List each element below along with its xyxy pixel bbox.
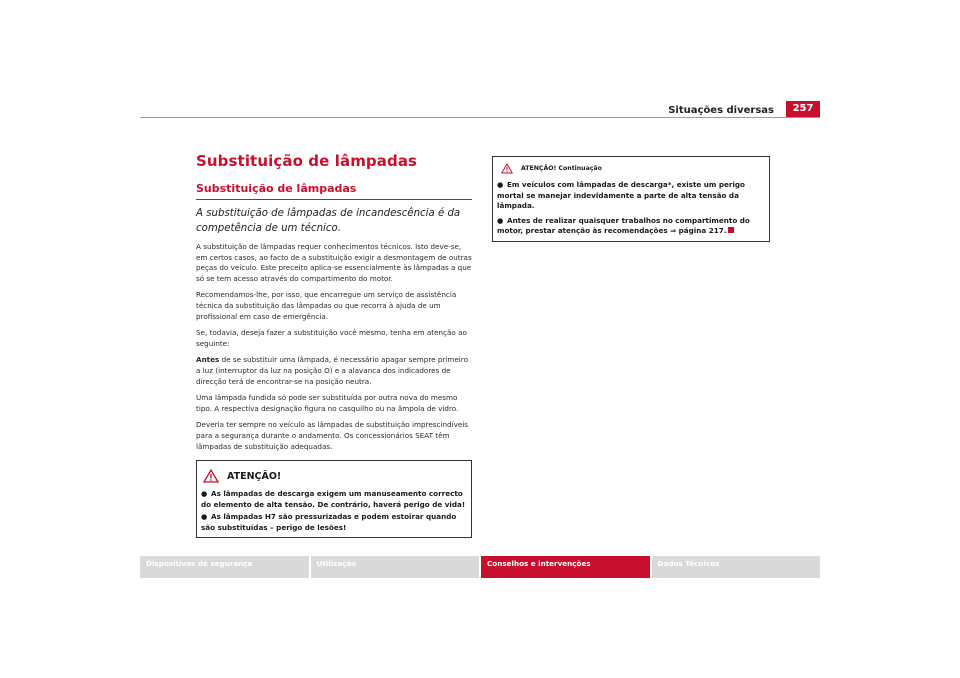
continuation-item-text: Em veículos com lâmpadas de descarga*, existe um perigo mortal se manejar indevidamente a parte de alta tensão da lâmpada. [497,180,745,211]
warning-item [201,489,467,510]
warning-item-text: As lâmpadas H7 são pressurizadas e podem estoirar quando são substituídas – perigo de lesões! [201,512,457,532]
warning-triangle-icon [203,469,219,483]
tab-dados-tecnicos[interactable]: Dados Técnicos [652,556,821,578]
section-title: Situações diversas [668,105,774,116]
footer-nav [140,556,820,578]
warning-box [196,460,472,538]
bullet-icon: ● [497,215,504,225]
continuation-item [495,180,767,212]
paragraph-4-bold: Antes [196,355,220,365]
lead-text: A substituição de lâmpadas de incandescência é da competência de um técnico. [196,208,461,234]
continuation-header [495,160,767,176]
warning-title: ATENÇÃO! [227,470,282,482]
paragraph-3: Se, todavia, deseja fazer a substituição você mesmo, tenha em atenção ao seguinte: [196,328,467,348]
warning-item [201,512,467,533]
paragraph-5: Uma lâmpada fundida só pode ser substituída por outra nova do mesmo tipo. A respectiva designação figura no casquilho ou na âmpola de vidro. [196,393,459,413]
end-square-icon [728,227,734,233]
tab-dispositivos-de-seguranca[interactable]: Dispositivos de segurança [140,556,309,578]
bullet-icon: ● [201,512,208,522]
warning-item-text: As lâmpadas de descarga exigem um manuseamento correcto do elemento de alta tensão. De contrário, haverá perigo de vida! [201,489,466,509]
tab-utilizacao[interactable]: Utilização [311,556,480,578]
paragraph-6: Deveria ter sempre no veículo as lâmpadas de substituição imprescindíveis para a segurança durante o andamento. Os concessionários SEAT têm lâmpadas de substituição adequadas. [196,420,468,451]
paragraph-1: A substituição de lâmpadas requer conhecimentos técnicos. Isto deve-se, em certos casos, ao facto de a substituição exigir a desmontagem de outras peças do veículo. Este preceito aplica-se essencialmente às lâmpadas a que só se tem acesso através do compartimento do motor. [196,242,472,283]
bullet-icon: ● [201,489,208,499]
warning-header [201,465,467,487]
paragraph-2: Recomendamos-lhe, por isso, que encarregue um serviço de assistência técnica da substituição das lâmpadas ou que recorra à ajuda de um profissional em caso de emergência. [196,290,457,321]
page-title: Substituição de lâmpadas [196,152,418,170]
paragraph-4-rest: de se substituir uma lâmpada, é necessário apagar sempre primeiro a luz (interruptor da luz na posição O) e a alavanca dos indicadores de direcção terá de encontrar-se na posição neutra. [196,355,468,386]
bullet-icon: ● [497,180,504,189]
paragraph-4 [196,355,472,387]
warning-triangle-icon [501,163,513,174]
warning-continuation-box [492,156,770,242]
continuation-item [495,216,767,237]
header-rule [140,117,820,118]
section-subtitle: Substituição de lâmpadas [196,182,472,200]
continuation-item-text: Antes de realizar quaisquer trabalhos no compartimento do motor, prestar atenção às recomendações ⇒ página 217. [497,215,750,236]
main-column [196,152,472,538]
continuation-title: ATENÇÃO! Continuação [521,164,602,172]
page-number: 257 [786,101,820,117]
tab-conselhos-e-intervencoes[interactable]: Conselhos e intervenções [481,556,650,578]
